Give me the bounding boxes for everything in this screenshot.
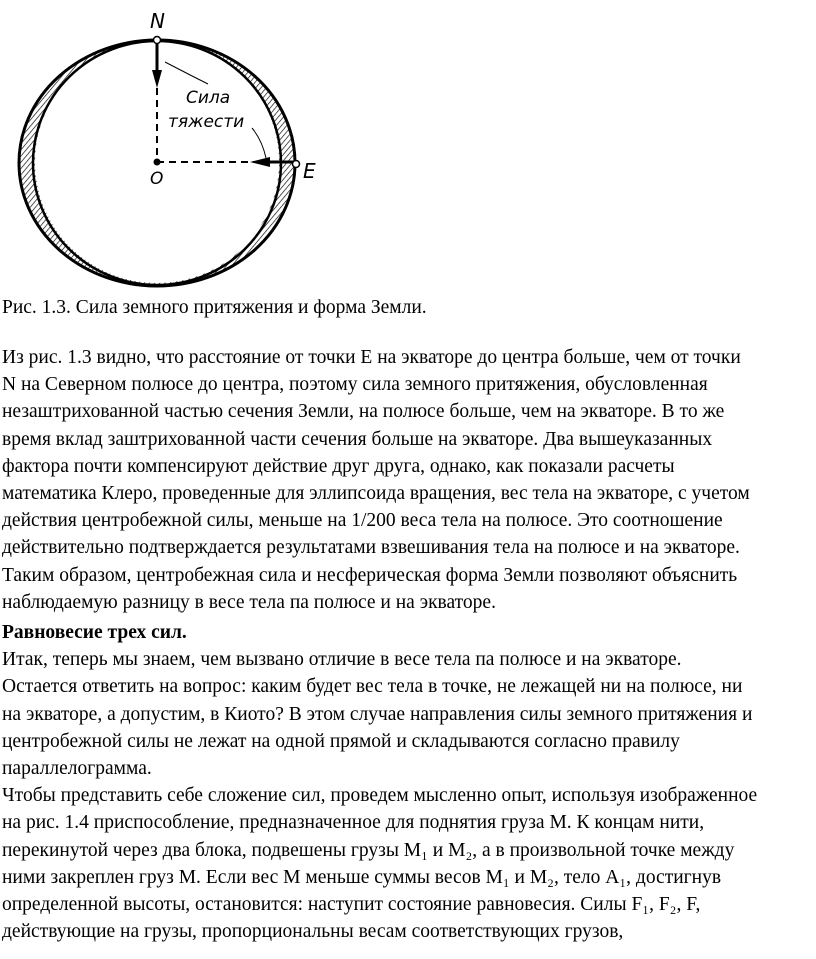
text-line: Таким образом, центробежная сила и несферическая форма Земли позволяют объяснить (2, 564, 738, 586)
text-line: наблюдаемую разницу в весе тела па полюсе и на экваторе. (2, 591, 496, 613)
label-e: E (303, 159, 316, 183)
text-line: действия центробежной силы, меньше на 1/200 веса тела на полюсе. Это соотношение (2, 510, 723, 532)
label-o: O (150, 169, 164, 189)
text-line: Итак, теперь мы знаем, чем вызвано отличие в весе тела па полюсе и на экваторе. (2, 649, 682, 671)
text-line: ними закреплен груз М. Если вес М меньше суммы весов М₁ и М₂, тело А₁, достигнув (2, 866, 722, 888)
label-n: N (150, 9, 165, 33)
text-line: незаштрихованной частью сечения Земли, на полюсе больше, чем на экваторе. В то же (2, 401, 725, 423)
text-line: действительно подтверждается результатами взвешивания тела на полюсе и на экваторе. (2, 537, 740, 559)
text-line: определенной высоты, остановится: наступит состояние равновесия. Силы F₁, F₂, F, (2, 894, 701, 916)
document-body (2, 344, 757, 945)
text-line: время вклад заштрихованной части сечения больше на экваторе. Два вышеуказанных (2, 428, 713, 450)
text-line: на экваторе, а допустим, в Киото? В этом случае направления силы земного притяжения и (2, 703, 753, 725)
text-line: фактора почти компенсируют действие друг друга, однако, как показали расчеты (2, 455, 675, 477)
text-line: Из рис. 1.3 видно, что расстояние от точки Е на экваторе до центра больше, чем от точки (2, 347, 741, 368)
text-line: параллелограмма. (2, 758, 152, 780)
text-line: Остается ответить на вопрос: каким будет вес тела в точке, не лежащей ни на полюсе, ни (2, 676, 743, 698)
earth-shape-figure (0, 0, 340, 290)
text-line: математика Клеро, проведенные для эллипсоида вращения, вес тела на экваторе, с учетом (2, 483, 750, 505)
section-heading: Равновесие трех сил. (2, 622, 187, 644)
text-line: на рис. 1.4 приспособление, предназначенное для поднятия груза М. К концам нити, (2, 812, 705, 834)
text-line: центробежной силы не лежат на одной прямой и складываются согласно правилу (2, 730, 680, 752)
text-line: действующие на грузы, пропорциональны весам соответствующих грузов, (2, 921, 624, 943)
label-force-2: тяжести (168, 112, 245, 132)
text-line: перекинутой через два блока, подвешены грузы М₁ и М₂, а в произвольной точке между (2, 839, 735, 861)
figure-caption: Рис. 1.3. Сила земного притяжения и форма Земли. (2, 297, 427, 318)
text-line: Чтобы представить себе сложение сил, проведем мысленно опыт, используя изображенное (2, 785, 758, 807)
label-force-1: Сила (186, 88, 231, 108)
text-line: N на Северном полюсе до центра, поэтому сила земного притяжения, обусловленная (2, 374, 708, 396)
